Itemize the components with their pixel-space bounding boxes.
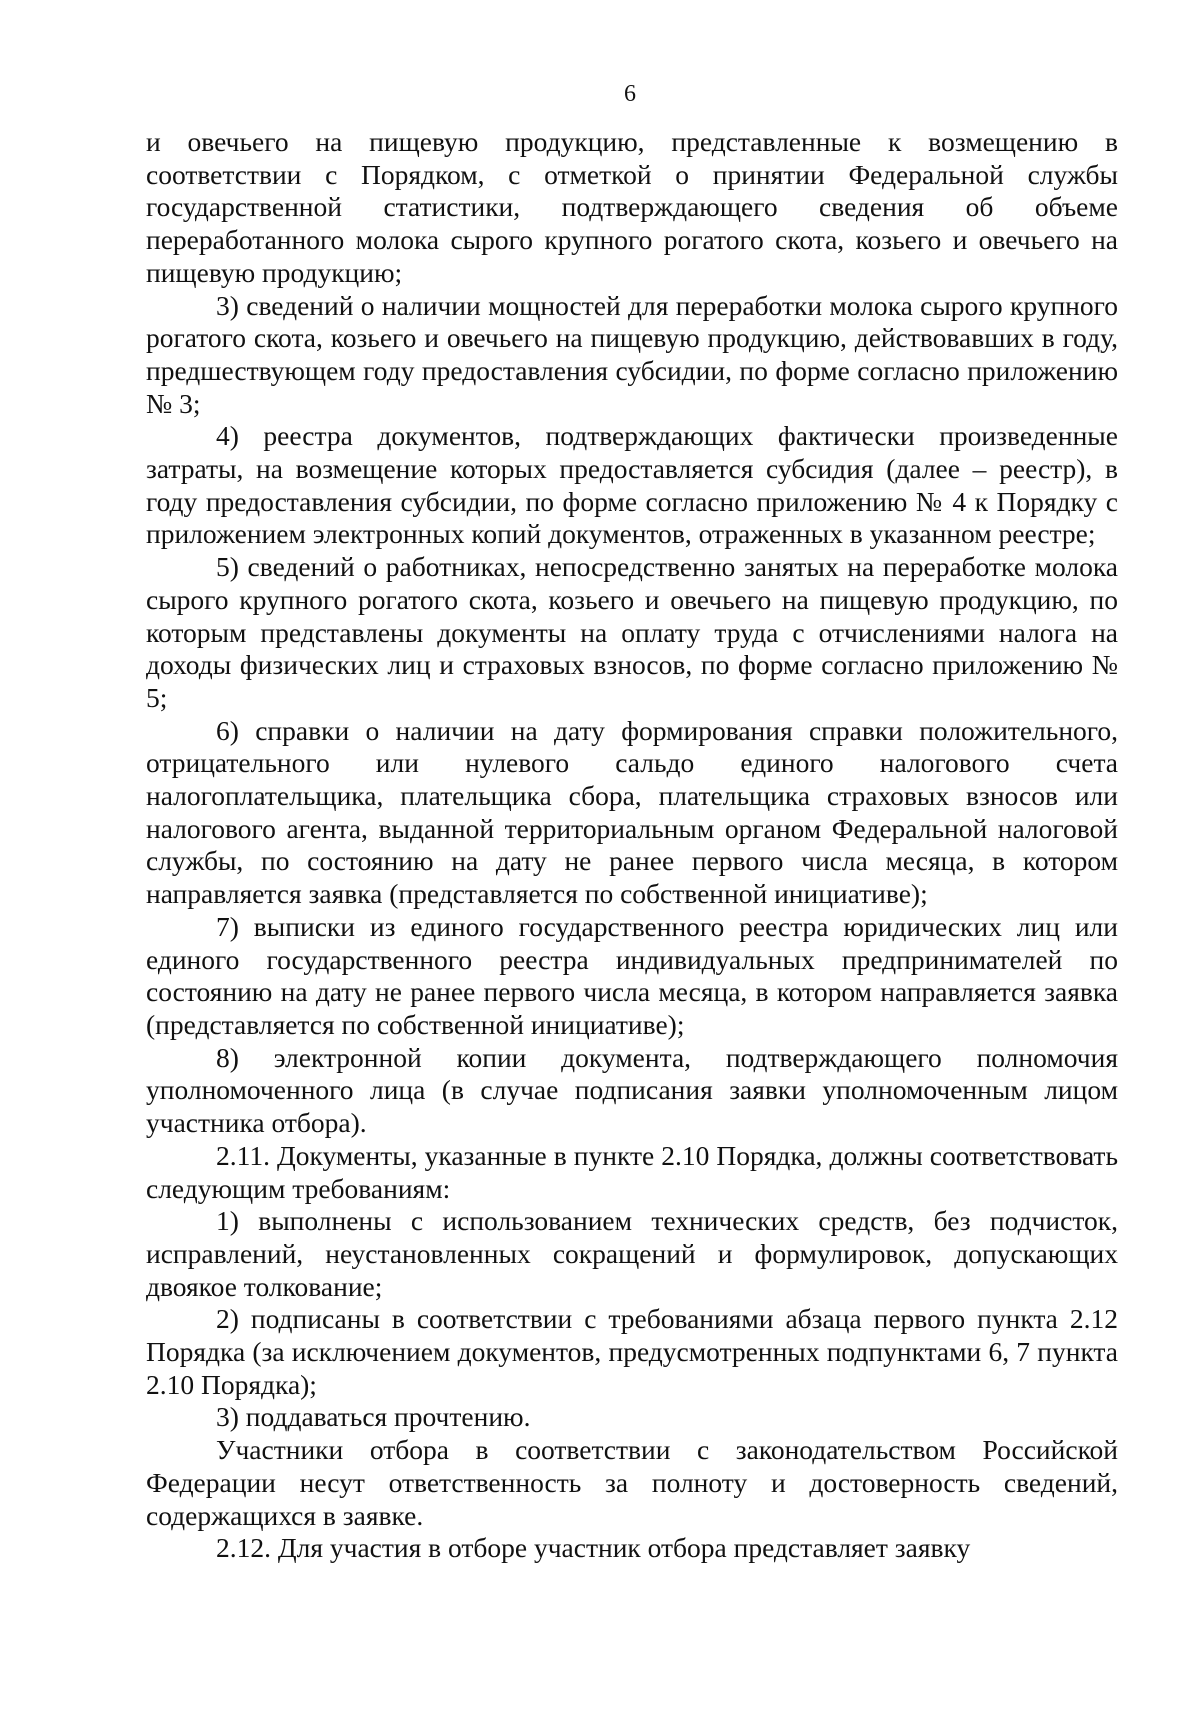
paragraph-requirement-1: 1) выполнены с использованием технических средств, без подчисток, исправлений, неустановленных сокращений и формулировок, допускающих двоякое толкование; [146,1205,1118,1302]
paragraph-item-6: 6) справки о наличии на дату формирования справки положительного, отрицательного или нулевого сальдо единого налогового счета налогоплательщика, плательщика сбора, плательщика страховых взносов или налогового агента, выданной территориальным органом Федеральной налоговой службы, по состоянию на дату не ранее первого числа месяца, в котором направляется заявка (представляется по собственной инициативе); [146,714,1118,910]
paragraph-requirement-3: 3) поддаваться прочтению. [216,1401,531,1433]
page-number: 6 [624,81,636,107]
document-body [146,126,1118,1565]
paragraph-requirement-2: 2) подписаны в соответствии с требованиями абзаца первого пункта 2.12 Порядка (за исключением документов, предусмотренных подпунктами 6, 7 пункта 2.10 Порядка); [146,1303,1118,1400]
paragraph-responsibility: Участники отбора в соответствии с законодательством Российской Федерации несут ответственность за полноту и достоверность сведений, содержащихся в заявке. [146,1434,1118,1531]
paragraph-item-8: 8) электронной копии документа, подтверждающего полномочия уполномоченного лица (в случае подписания заявки уполномоченным лицом участника отбора). [146,1041,1118,1139]
paragraph-item-4: 4) реестра документов, подтверждающих фактически произведенные затраты, на возмещение которых предоставляется субсидия (далее – реестр), в году предоставления субсидии, по форме согласно приложению № 4 к Порядку с приложением электронных копий документов, отраженных в указанном реестре; [146,420,1118,550]
paragraph-clause-2-11: 2.11. Документы, указанные в пункте 2.10 Порядка, должны соответствовать следующим требованиям: [146,1139,1118,1204]
paragraph-clause-2-12: 2.12. Для участия в отборе участник отбора представляет заявку [216,1532,971,1564]
paragraph-continuation: и овечьего на пищевую продукцию, представленные к возмещению в соответствии с Порядком, с отметкой о принятии Федеральной службы государственной статистики, подтверждающего сведения об объеме переработанного молока сырого крупного рогатого скота, козьего и овечьего на пищевую продукцию; [146,126,1118,288]
paragraph-item-7: 7) выписки из единого государственного реестра юридических лиц или единого государственного реестра индивидуальных предпринимателей по состоянию на дату не ранее первого числа месяца, в котором направляется заявка (представляется по собственной инициативе); [146,910,1118,1040]
paragraph-item-3: 3) сведений о наличии мощностей для переработки молока сырого крупного рогатого скота, козьего и овечьего на пищевую продукцию, действовавших в году, предшествующем году предоставления субсидии, по форме согласно приложению № 3; [146,289,1118,419]
paragraph-item-5: 5) сведений о работниках, непосредственно занятых на переработке молока сырого крупного рогатого скота, козьего и овечьего на пищевую продукцию, по которым представлены документы на оплату труда с отчислениями налога на доходы физических лиц и страховых взносов, по форме согласно приложению № 5; [146,551,1118,713]
